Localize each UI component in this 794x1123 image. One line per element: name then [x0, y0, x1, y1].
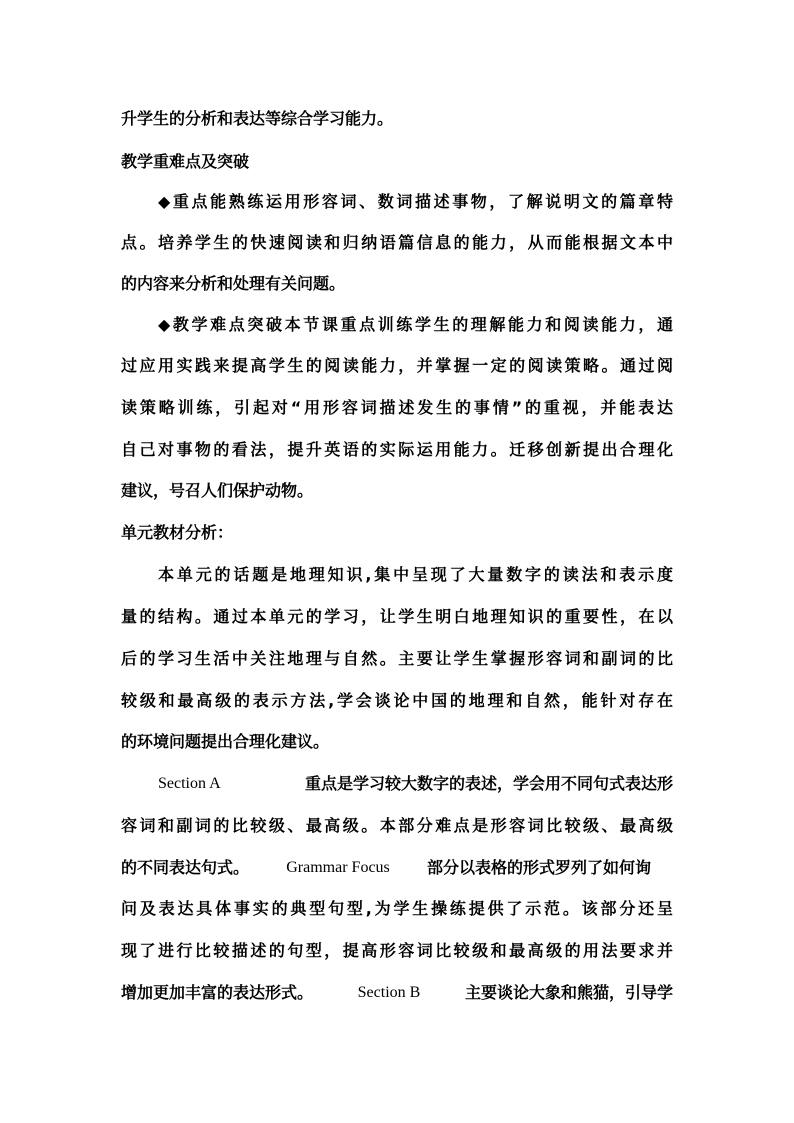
text-run: 主要谈论大象和熊猫，引导学	[464, 983, 673, 1002]
section-heading: 单元教材分析：	[121, 523, 234, 542]
section-heading: 教学重难点及突破	[121, 152, 250, 171]
paragraph-line: 本单元的话题是地理知识,集中呈现了大量数字的读法和表示度	[158, 565, 673, 584]
paragraph-line: 自己对事物的看法，提升英语的实际运用能力。迁移创新提出合理化	[121, 440, 673, 459]
paragraph-line: 建议，号召人们保护动物。	[121, 481, 314, 500]
paragraph-line: 后的学习生活中关注地理与自然。主要让学生掌握形容词和副词的比	[121, 649, 673, 668]
paragraph-line	[121, 981, 673, 1005]
paragraph-line: 的内容来分析和处理有关问题。	[121, 274, 346, 293]
section-label: Section A	[158, 775, 221, 792]
paragraph-line: 的环境问题提出合理化建议。	[121, 732, 330, 751]
paragraph-line: 点。培养学生的快速阅读和归纳语篇信息的能力，从而能根据文本中	[121, 233, 673, 252]
text-run: 部分以表格的形式罗列了如何询	[426, 858, 651, 877]
paragraph-line: 较级和最高级的表示方法,学会谈论中国的地理和自然，能针对存在	[121, 691, 673, 710]
section-label: Grammar Focus	[286, 859, 390, 876]
paragraph-line: ◆教学难点突破本节课重点训练学生的理解能力和阅读能力，通	[158, 315, 673, 334]
text-run: 的不同表达句式。	[121, 858, 250, 877]
paragraph-line	[121, 856, 651, 880]
paragraph-line: 读策略训练，引起对“用形容词描述发生的事情”的重视，并能表达	[121, 398, 673, 417]
paragraph-line: 容词和副词的比较级、最高级。本部分难点是形容词比较级、最高级	[121, 816, 673, 835]
paragraph-line: ◆重点能熟练运用形容词、数词描述事物，了解说明文的篇章特	[158, 192, 673, 211]
text-run: 重点是学习较大数字的表述，学会用不同句式表达形	[304, 774, 673, 793]
paragraph-line: 过应用实践来提高学生的阅读能力，并掌握一定的阅读策略。通过阅	[121, 356, 673, 375]
text-run: 增加更加丰富的表达形式。	[121, 983, 314, 1002]
section-label: Section B	[357, 984, 421, 1001]
paragraph-line	[158, 772, 673, 796]
paragraph-line: 量的结构。通过本单元的学习，让学生明白地理知识的重要性，在以	[121, 607, 673, 626]
paragraph-line: 升学生的分析和表达等综合学习能力。	[121, 109, 394, 128]
paragraph-line: 现了进行比较描述的句型，提高形容词比较级和最高级的用法要求并	[121, 941, 673, 960]
paragraph-line: 问及表达具体事实的典型句型,为学生操练提供了示范。该部分还呈	[121, 899, 673, 918]
